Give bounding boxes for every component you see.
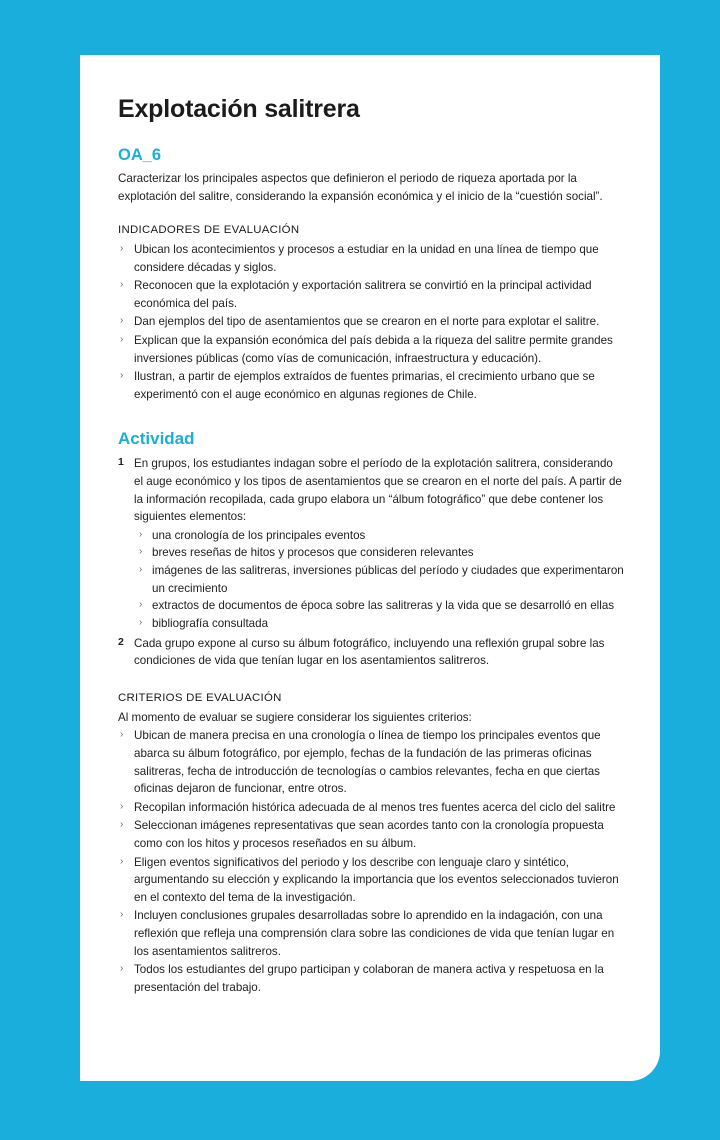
list-item-text: Reconocen que la explotación y exportación salitrera se convirtió en la principal actividad económica del país. bbox=[134, 279, 592, 310]
list-item-text: Ubican los acontecimientos y procesos a estudiar en la unidad en una línea de tiempo que considere décadas y siglos. bbox=[134, 242, 599, 274]
chevron-right-icon: › bbox=[120, 242, 124, 254]
chevron-right-icon: › bbox=[120, 963, 124, 975]
list-item bbox=[134, 527, 624, 545]
list-item bbox=[118, 277, 624, 312]
list-item bbox=[118, 961, 624, 996]
list-item-text: Incluyen conclusiones grupales desarrolladas sobre lo aprendido en la indagación, con una reflexión que refleja una comprensión clara sobre las condiciones de vida que tenían lugar en los asentamientos salitreros. bbox=[134, 909, 615, 958]
list-item bbox=[118, 455, 624, 632]
chevron-right-icon: › bbox=[120, 370, 124, 382]
criteria-section bbox=[118, 692, 624, 997]
list-item-text: una cronología de los principales eventos bbox=[152, 528, 366, 542]
list-item bbox=[118, 332, 624, 367]
list-item bbox=[134, 544, 624, 562]
list-item bbox=[118, 799, 624, 817]
document-sheet bbox=[80, 55, 660, 1081]
oa-description: Caracterizar los principales aspectos que definieron el periodo de riqueza aportada por la explotación del salitre, considerando la expansión económica y el inicio de la “cuestión social”. bbox=[118, 172, 603, 203]
chevron-right-icon: › bbox=[120, 315, 124, 327]
chevron-right-icon: › bbox=[139, 599, 143, 611]
list-item-text: Cada grupo expone al curso su álbum fotográfico, incluyendo una reflexión grupal sobre las condiciones de vida que tenían lugar en los asentamientos salitreros. bbox=[134, 636, 605, 668]
list-item-text: Todos los estudiantes del grupo participan y colaboran de manera activa y respetuosa en la presentación del trabajo. bbox=[134, 963, 604, 994]
list-item-text: imágenes de las salitreras, inversiones públicas del período y ciudades que experimentaron un crecimiento bbox=[152, 564, 624, 595]
list-item-text: bibliografía consultada bbox=[152, 616, 269, 630]
chevron-right-icon: › bbox=[120, 855, 124, 867]
chevron-right-icon: › bbox=[120, 333, 124, 345]
list-item-text: Recopilan información histórica adecuada de al menos tres fuentes acerca del ciclo del salitre bbox=[134, 800, 616, 814]
list-item bbox=[118, 368, 624, 403]
list-item bbox=[118, 635, 624, 670]
chevron-right-icon: › bbox=[120, 279, 124, 291]
list-item bbox=[118, 817, 624, 852]
chevron-right-icon: › bbox=[139, 616, 143, 628]
list-item-text: Dan ejemplos del tipo de asentamientos que se crearon en el norte para explotar el salitre. bbox=[134, 315, 600, 329]
list-item-text: Eligen eventos significativos del periodo y los describe con lenguaje claro y sintético, argumentando su elección y explicando la importancia que los eventos seleccionados tuvieron en el contexto del tema de la investigación. bbox=[134, 855, 619, 904]
list-item bbox=[118, 907, 624, 960]
page-title: Explotación salitrera bbox=[118, 95, 360, 123]
criteria-intro: Al momento de evaluar se sugiere considerar los siguientes criterios: bbox=[118, 710, 472, 724]
activity-sublist bbox=[134, 527, 624, 633]
list-item bbox=[118, 854, 624, 907]
chevron-right-icon: › bbox=[120, 800, 124, 812]
activity-heading: Actividad bbox=[118, 429, 195, 449]
list-item bbox=[118, 241, 624, 276]
list-item bbox=[134, 615, 624, 633]
list-item bbox=[134, 597, 624, 615]
list-item bbox=[118, 313, 624, 331]
list-item bbox=[118, 727, 624, 797]
chevron-right-icon: › bbox=[139, 564, 143, 576]
indicators-heading: INDICADORES DE EVALUACIÓN bbox=[118, 223, 300, 236]
criteria-list bbox=[118, 727, 624, 996]
list-item-text: Explican que la expansión económica del país debida a la riqueza del salitre permite grandes inversiones públicas (como vías de comunicación, infraestructura y educación). bbox=[134, 333, 613, 365]
chevron-right-icon: › bbox=[120, 909, 124, 921]
chevron-right-icon: › bbox=[139, 528, 143, 540]
list-item bbox=[134, 562, 624, 597]
list-item-text: Seleccionan imágenes representativas que sean acordes tanto con la cronología propuesta como con los hitos y procesos reseñados en su álbum. bbox=[134, 819, 604, 850]
list-item-text: Ilustran, a partir de ejemplos extraídos de fuentes primarias, el crecimiento urbano que se experimentó con el auge económico en algunas regiones de Chile. bbox=[134, 370, 595, 401]
criteria-heading: CRITERIOS DE EVALUACIÓN bbox=[118, 691, 282, 704]
list-item-text: extractos de documentos de época sobre las salitreras y la vida que se desarrolló en ellas bbox=[152, 599, 615, 613]
oa-code: OA_6 bbox=[118, 146, 162, 164]
chevron-right-icon: › bbox=[139, 546, 143, 558]
chevron-right-icon: › bbox=[120, 729, 124, 741]
indicators-list bbox=[118, 241, 624, 403]
list-item-number: 2 bbox=[118, 635, 124, 648]
list-item-text: Ubican de manera precisa en una cronología o línea de tiempo los principales eventos que abarca su álbum fotográfico, por ejemplo, fechas de la fundación de las primeras oficinas salitreras, fecha de introducción de tecnologías o cambios relevantes, fecha en que ciertas oficinas dejaron de funcionar, entre otros. bbox=[134, 729, 601, 796]
list-item-text: breves reseñas de hitos y procesos que consideren relevantes bbox=[152, 546, 474, 560]
list-item-text: En grupos, los estudiantes indagan sobre el período de la explotación salitrera, considerando el auge económico y los tipos de asentamientos que se crearon en el norte del país. A partir de la información recopilada, cada grupo elabora un “álbum fotográfico” que debe contener los siguientes elementos: bbox=[134, 457, 622, 524]
activity-list bbox=[118, 455, 624, 669]
list-item-number: 1 bbox=[118, 456, 124, 469]
chevron-right-icon: › bbox=[120, 819, 124, 831]
